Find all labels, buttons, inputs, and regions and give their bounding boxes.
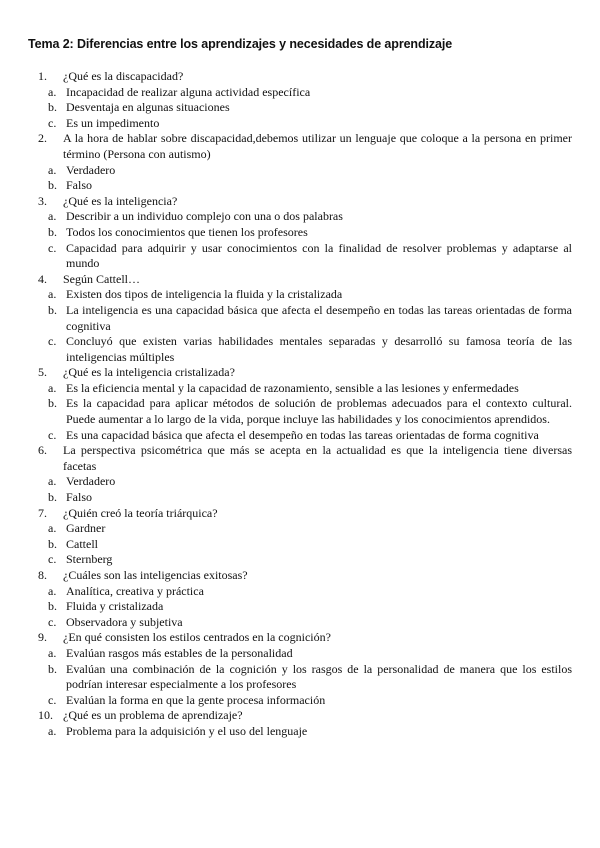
option-text: Fluida y cristalizada — [66, 599, 164, 614]
option-text: Evalúan rasgos más estables de la personalidad — [66, 645, 293, 660]
option-list — [28, 724, 572, 740]
question-list — [28, 69, 572, 740]
option-text: Gardner — [66, 521, 106, 536]
answer-option — [28, 537, 572, 553]
question-text: ¿En qué consisten los estilos centrados en la cognición? — [63, 630, 331, 645]
option-letter: c. — [48, 692, 57, 707]
option-text: Cattell — [66, 536, 98, 551]
question-number: 10. — [38, 708, 53, 723]
option-text: Falso — [66, 178, 93, 193]
question-text: ¿Qué es la inteligencia cristalizada? — [63, 365, 235, 380]
option-letter: b. — [48, 599, 57, 614]
question-number: 6. — [38, 443, 47, 458]
option-text: Falso — [66, 490, 93, 505]
question-3 — [28, 194, 572, 210]
option-text: Incapacidad de realizar alguna actividad específica — [66, 84, 311, 99]
question-number: 2. — [38, 131, 47, 146]
question-number: 8. — [38, 568, 47, 582]
option-letter: b. — [48, 178, 57, 193]
question-number: 7. — [38, 505, 47, 520]
question-text: La perspectiva psicométrica que más se acepta en la actualidad es que la inteligencia tiene diversas facetas — [63, 443, 572, 473]
answer-option — [28, 724, 572, 740]
answer-option — [28, 521, 572, 537]
option-text: Sternberg — [66, 552, 113, 567]
question-7 — [28, 506, 572, 522]
question-9 — [28, 630, 572, 646]
option-letter: a. — [48, 521, 57, 536]
answer-option — [28, 599, 572, 615]
question-2 — [28, 131, 572, 162]
answer-option — [28, 693, 572, 709]
option-text: Concluyó que existen varias habilidades mentales separadas y desarrolló su famosa teoría de las inteligencias múltiples — [66, 334, 572, 364]
option-letter: a. — [48, 287, 57, 302]
question-text: Según Cattell… — [63, 271, 140, 286]
answer-option — [28, 100, 572, 116]
question-10 — [28, 708, 572, 724]
question-6 — [28, 443, 572, 474]
option-text: Capacidad para adquirir y usar conocimientos con la finalidad de resolver problemas y adaptarse al mundo — [66, 240, 572, 271]
option-text: Es un impedimento — [66, 115, 160, 130]
option-letter: a. — [48, 84, 57, 99]
option-letter: b. — [48, 302, 57, 317]
option-text: Desventaja en algunas situaciones — [66, 100, 230, 115]
option-letter: a. — [48, 162, 57, 177]
question-text: ¿Qué es la discapacidad? — [63, 69, 184, 83]
option-list — [28, 163, 572, 194]
option-letter: c. — [48, 115, 57, 130]
option-text: Es la capacidad para aplicar métodos de solución de problemas adecuados para el contexto cultural. Puede aumentar a lo largo de la vida, porque incluye las habilidades y los conocimientos aprendidos. — [66, 396, 572, 427]
answer-option — [28, 428, 572, 444]
answer-option — [28, 474, 572, 490]
option-letter: c. — [48, 552, 57, 567]
option-text: Evalúan una combinación de la cognición y los rasgos de la personalidad de manera que los estilos podrían interesar especialmente a los profesores — [66, 661, 572, 692]
answer-option — [28, 116, 572, 132]
option-letter: c. — [48, 614, 57, 629]
question-5 — [28, 365, 572, 381]
answer-option — [28, 662, 572, 693]
answer-option — [28, 241, 572, 272]
answer-option — [28, 209, 572, 225]
answer-option — [28, 303, 572, 334]
question-4 — [28, 272, 572, 288]
option-text: Observadora y subjetiva — [66, 614, 183, 629]
option-letter: b. — [48, 224, 57, 239]
question-8 — [28, 568, 572, 584]
option-letter: b. — [48, 661, 57, 676]
option-letter: b. — [48, 490, 57, 505]
answer-option — [28, 178, 572, 194]
option-text: Verdadero — [66, 474, 116, 489]
option-text: Verdadero — [66, 162, 116, 177]
option-list — [28, 584, 572, 631]
option-letter: a. — [48, 474, 57, 489]
answer-option — [28, 334, 572, 365]
option-text: Es la eficiencia mental y la capacidad de razonamiento, sensible a las lesiones y enfermedades — [66, 380, 519, 395]
option-list — [28, 646, 572, 708]
option-list — [28, 474, 572, 505]
question-text: ¿Quién creó la teoría triárquica? — [63, 505, 218, 520]
option-list — [28, 287, 572, 365]
answer-option — [28, 85, 572, 101]
answer-option — [28, 615, 572, 631]
option-text: Describir a un individuo complejo con una o dos palabras — [66, 209, 343, 224]
option-letter: c. — [48, 240, 57, 255]
option-letter: b. — [48, 536, 57, 551]
option-letter: a. — [48, 380, 57, 395]
question-number: 4. — [38, 271, 47, 286]
answer-option — [28, 287, 572, 303]
answer-option — [28, 584, 572, 600]
option-text: Problema para la adquisición y el uso del lenguaje — [66, 723, 308, 738]
option-letter: a. — [48, 209, 57, 224]
question-number: 5. — [38, 365, 47, 380]
question-text: ¿Qué es un problema de aprendizaje? — [63, 708, 243, 723]
option-list — [28, 209, 572, 271]
question-number: 1. — [38, 69, 47, 83]
option-letter: c. — [48, 334, 57, 349]
option-text: La inteligencia es una capacidad básica que afecta el desempeño en todas las tareas orientadas de forma cognitiva — [66, 302, 572, 333]
answer-option — [28, 646, 572, 662]
question-number: 3. — [38, 193, 47, 208]
question-number: 9. — [38, 630, 47, 645]
answer-option — [28, 396, 572, 427]
option-list — [28, 521, 572, 568]
question-text: A la hora de hablar sobre discapacidad,debemos utilizar un lenguaje que coloque a la persona en primer término (Persona con autismo) — [63, 131, 572, 161]
option-text: Es una capacidad básica que afecta el desempeño en todas las tareas orientadas de forma cognitiva — [66, 427, 539, 442]
option-text: Todos los conocimientos que tienen los profesores — [66, 224, 308, 239]
option-text: Evalúan la forma en que la gente procesa información — [66, 692, 326, 707]
answer-option — [28, 490, 572, 506]
option-text: Analítica, creativa y práctica — [66, 583, 204, 598]
answer-option — [28, 225, 572, 241]
option-letter: a. — [48, 645, 57, 660]
option-list — [28, 85, 572, 132]
question-1 — [28, 69, 572, 85]
answer-option — [28, 381, 572, 397]
option-letter: b. — [48, 396, 57, 411]
option-letter: c. — [48, 427, 57, 442]
option-letter: a. — [48, 583, 57, 598]
option-letter: a. — [48, 723, 57, 738]
option-list — [28, 381, 572, 443]
answer-option — [28, 163, 572, 179]
document-title: Tema 2: Diferencias entre los aprendizajes y necesidades de aprendizaje — [28, 37, 453, 51]
question-text: ¿Qué es la inteligencia? — [63, 193, 178, 208]
question-text: ¿Cuáles son las inteligencias exitosas? — [63, 568, 248, 582]
option-letter: b. — [48, 100, 57, 115]
option-text: Existen dos tipos de inteligencia la fluida y la cristalizada — [66, 287, 343, 302]
answer-option — [28, 552, 572, 568]
